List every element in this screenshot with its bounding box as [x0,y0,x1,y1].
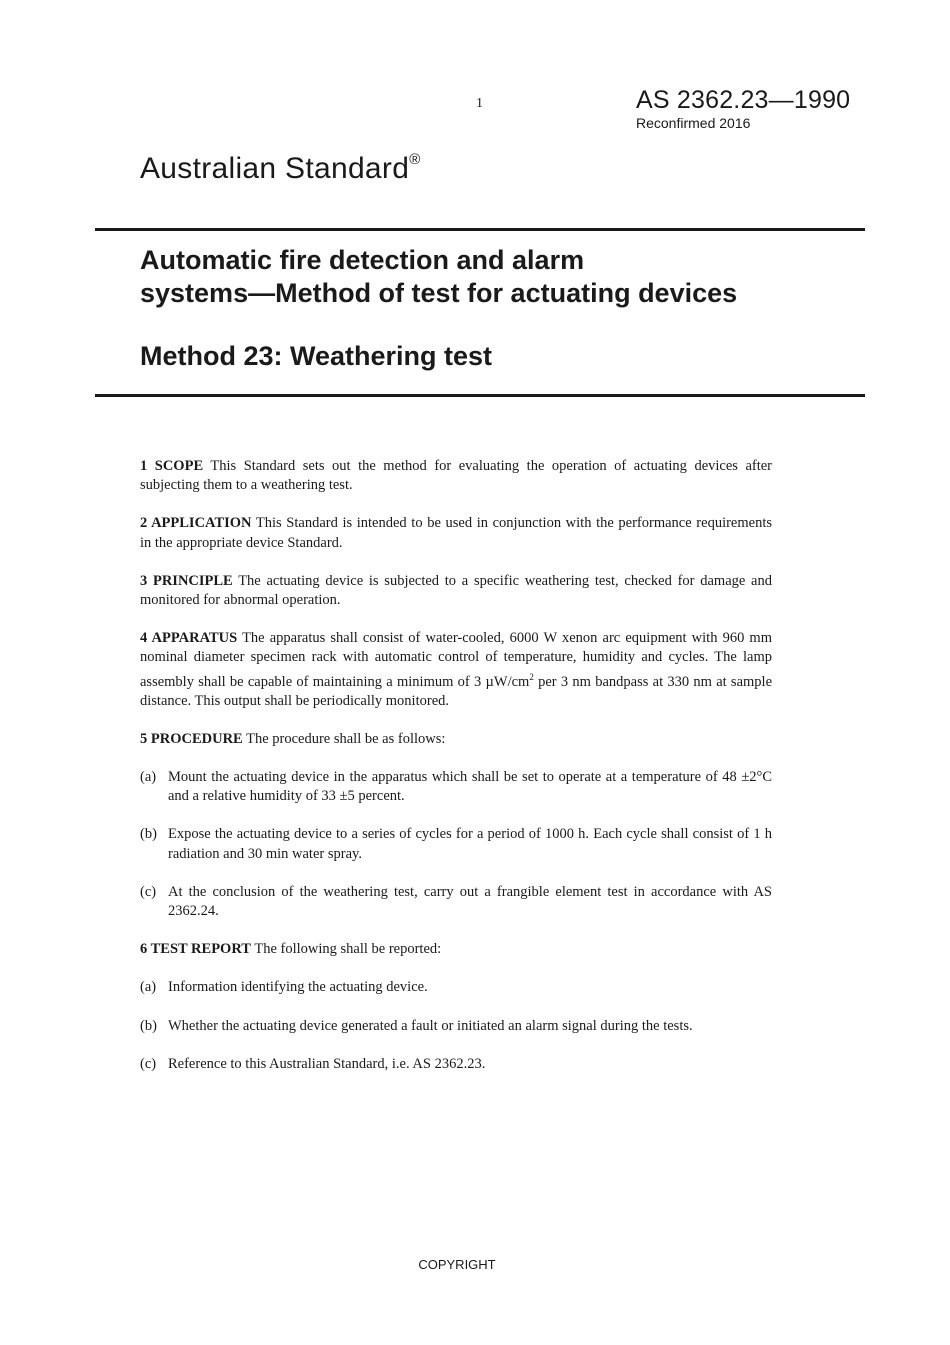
list-item-text: Information identifying the actuating device. [168,979,428,996]
standard-number: AS 2362.23—1990 [636,86,851,114]
top-rule [95,228,865,231]
list-item [140,883,772,921]
section-test-report [140,940,772,959]
section-scope [140,457,772,495]
list-item [140,768,772,806]
section-heading: 4 APPARATUS [140,630,238,647]
list-item-text: At the conclusion of the weathering test, carry out a frangible element test in accordance with AS 2362.24. [168,883,772,920]
section-text: The following shall be reported: [254,941,442,958]
section-text: The apparatus shall consist of water-cooled, 6000 W xenon arc equipment with 960 mm nominal diameter specimen rack with automatic control of temperature, humidity and cycles. The lamp assembly shall be capable of maintaining a minimum of 3 µW/cm [140,630,772,690]
section-heading: 3 PRINCIPLE [140,572,233,589]
list-item [140,978,772,997]
section-principle [140,572,772,610]
list-item [140,825,772,863]
list-item-label: (a) [140,979,157,996]
brand-title [140,152,421,186]
section-apparatus [140,629,772,711]
list-item [140,1055,772,1074]
superscript: 2 [529,671,534,682]
list-item-text: Reference to this Australian Standard, i.e. AS 2362.23. [168,1055,486,1072]
section-heading: 6 TEST REPORT [140,941,251,958]
list-item-label: (b) [140,1017,157,1034]
copyright-footer: COPYRIGHT [418,1257,496,1272]
title-line-1: Automatic fire detection and alarm [140,245,585,275]
list-item-text: Expose the actuating device to a series of cycles for a period of 1000 h. Each cycle shall consist of 1 h radiation and 30 min water spray. [168,826,772,862]
section-application [140,514,772,552]
document-body [140,457,772,1093]
list-item [140,1017,772,1036]
list-item-label: (c) [140,1055,157,1072]
brand-text: Australian Standard [140,152,410,185]
document-title [140,244,860,310]
title-line-2: systems—Method of test for actuating devices [140,278,738,308]
section-text: per 3 nm bandpass at 330 nm at sample distance. This output shall be periodically monitored. [140,673,773,709]
section-heading: 1 SCOPE [140,458,204,474]
section-text: The actuating device is subjected to a specific weathering test, checked for damage and monitored for abnormal operation. [140,572,772,609]
list-item-label: (b) [140,826,157,843]
reconfirmed-note: Reconfirmed 2016 [636,115,751,131]
section-heading: 5 PROCEDURE [140,730,243,747]
section-heading: 2 APPLICATION [140,515,252,532]
section-text: This Standard is intended to be used in conjunction with the performance requirements in the appropriate device Standard. [140,515,772,551]
list-item-label: (c) [140,883,157,900]
list-item-label: (a) [140,769,157,786]
section-text: This Standard sets out the method for evaluating the operation of actuating devices after subjecting them to a weathering test. [140,458,772,494]
registered-mark: ® [409,151,421,168]
list-item-text: Whether the actuating device generated a fault or initiated an alarm signal during the tests. [168,1017,693,1034]
page-number: 1 [476,96,483,111]
section-text: The procedure shall be as follows: [246,730,446,747]
list-item-text: Mount the actuating device in the apparatus which shall be set to operate at a temperature of 48 ±2°C and a relative humidity of 33 ±5 percent. [168,769,772,805]
bottom-rule [95,394,865,397]
section-procedure [140,730,772,749]
method-title: Method 23: Weathering test [140,341,493,371]
